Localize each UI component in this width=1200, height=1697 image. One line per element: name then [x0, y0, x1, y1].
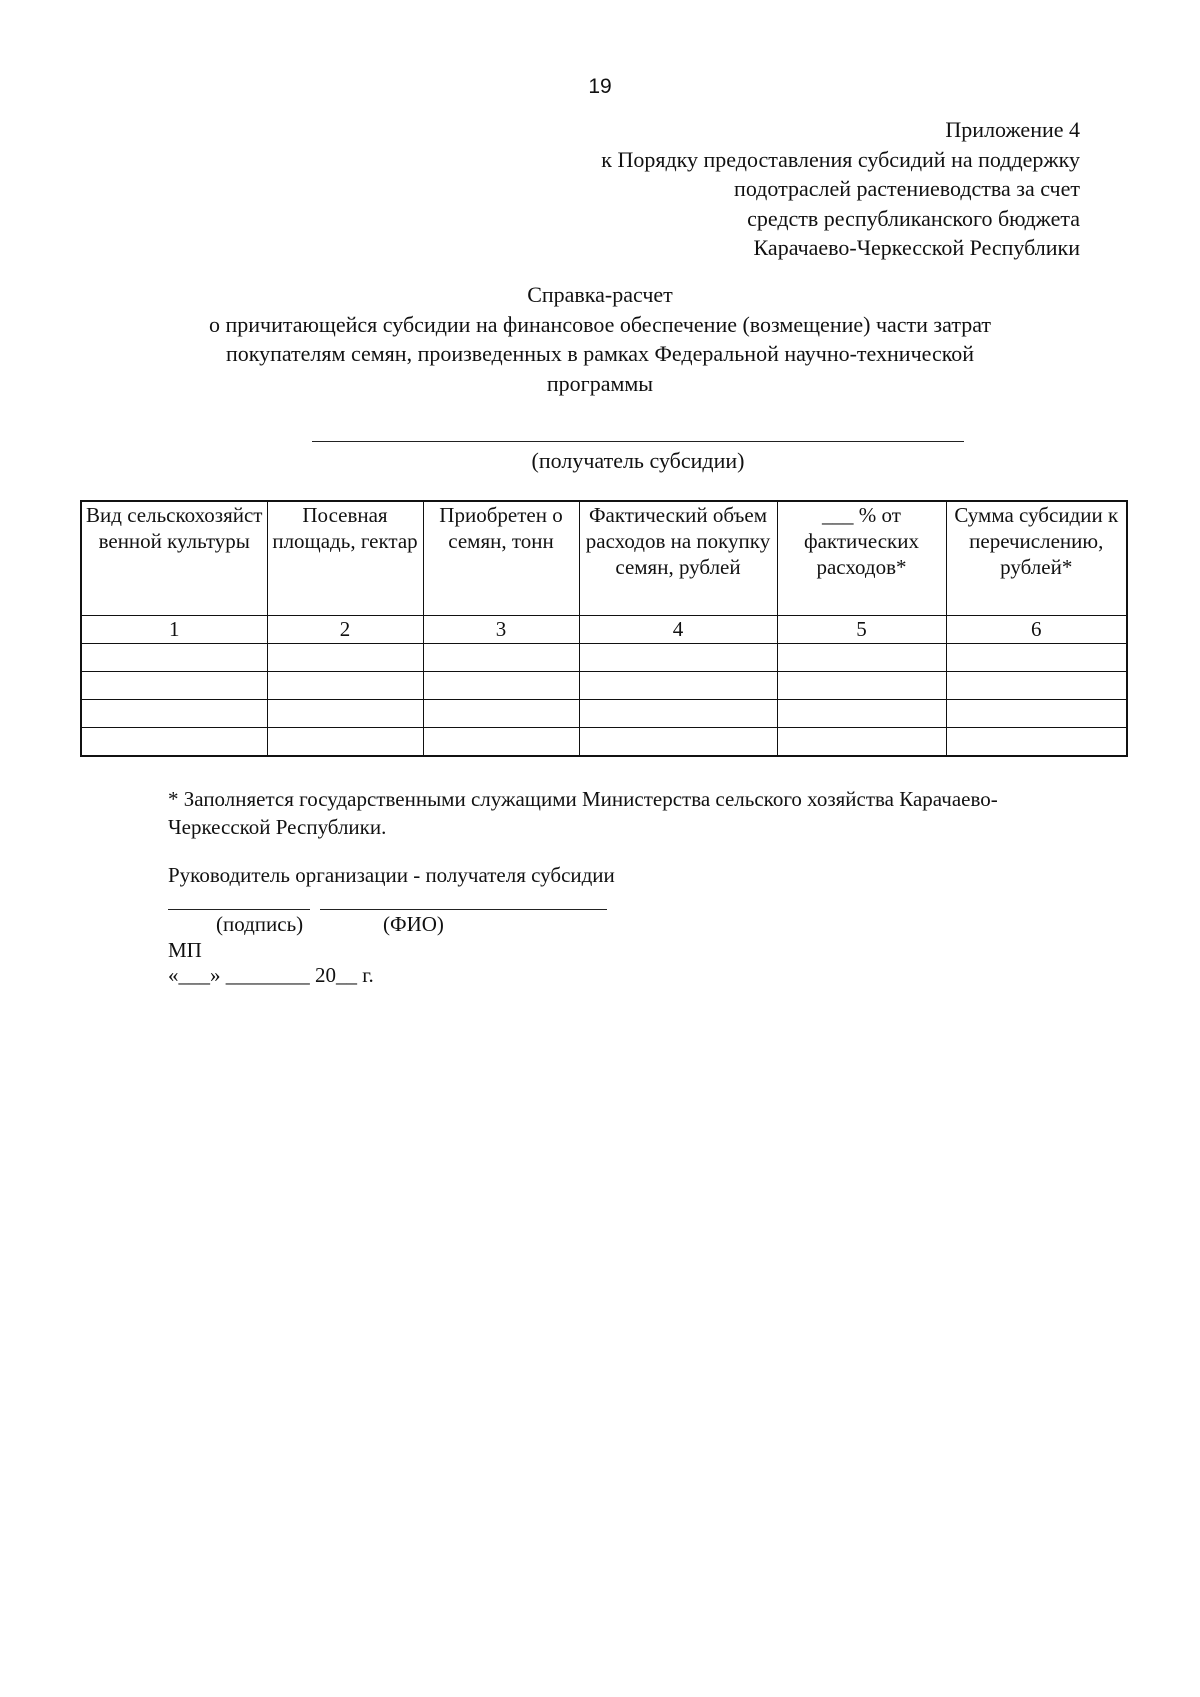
column-number: 4: [579, 616, 777, 644]
table-cell[interactable]: [946, 644, 1127, 672]
table-cell[interactable]: [777, 728, 946, 757]
header-percent-expenses: ___ % от фактических расходов*: [777, 501, 946, 616]
table-cell[interactable]: [423, 700, 579, 728]
appendix-line: подотраслей растениеводства за счет: [734, 176, 1080, 201]
table-header-row: [81, 501, 1127, 616]
full-name-caption: (ФИО): [383, 912, 444, 936]
table-cell[interactable]: [267, 700, 423, 728]
title-line: Справка-расчет: [527, 282, 673, 307]
stamp-label: МП: [168, 938, 202, 962]
header-crop-type: Вид сельскохозяйст венной культуры: [81, 501, 267, 616]
table-cell[interactable]: [946, 728, 1127, 757]
title-line: покупателям семян, произведенных в рамках Федеральной научно-технической: [225, 341, 975, 366]
table-cell[interactable]: [81, 728, 267, 757]
recipient-field[interactable]: [312, 441, 964, 442]
signature-caption: (подпись): [216, 912, 304, 936]
header-seeds-purchased: Приобретен о семян, тонн: [423, 501, 579, 616]
date-field[interactable]: «___» ________ 20__ г.: [168, 963, 374, 987]
table-cell[interactable]: [579, 728, 777, 757]
table-cell[interactable]: [423, 644, 579, 672]
document-title: [0, 280, 1200, 398]
page-number: 19: [588, 75, 612, 98]
organization-head-label: Руководитель организации - получателя субсидии: [168, 863, 615, 887]
column-number: 1: [81, 616, 267, 644]
header-actual-expenses: Фактический объем расходов на покупку семян, рублей: [579, 501, 777, 616]
column-number: 3: [423, 616, 579, 644]
table-cell[interactable]: [946, 700, 1127, 728]
column-number: 5: [777, 616, 946, 644]
table-row: [81, 728, 1127, 757]
signature-field[interactable]: [168, 909, 310, 910]
table-row: [81, 644, 1127, 672]
table-cell[interactable]: [267, 644, 423, 672]
table-cell[interactable]: [81, 672, 267, 700]
table-cell[interactable]: [267, 728, 423, 757]
column-number: 6: [946, 616, 1127, 644]
table-cell[interactable]: [423, 728, 579, 757]
full-name-field[interactable]: [320, 909, 607, 910]
table-cell[interactable]: [81, 644, 267, 672]
title-line: о причитающейся субсидии на финансовое обеспечение (возмещение) части затрат: [208, 311, 992, 337]
table-cell[interactable]: [777, 700, 946, 728]
table-cell[interactable]: [579, 644, 777, 672]
table-cell[interactable]: [579, 700, 777, 728]
table-cell[interactable]: [946, 672, 1127, 700]
table-cell[interactable]: [777, 644, 946, 672]
header-subsidy-amount: Сумма субсидии к перечислению, рублей*: [946, 501, 1127, 616]
calculation-table: [80, 500, 1128, 757]
table-cell[interactable]: [81, 700, 267, 728]
table-cell[interactable]: [267, 672, 423, 700]
appendix-line: Карачаево-Черкесской Республики: [753, 235, 1080, 260]
column-number-row: [81, 616, 1127, 644]
column-number: 2: [267, 616, 423, 644]
appendix-line: средств республиканского бюджета: [747, 205, 1080, 231]
table-row: [81, 672, 1127, 700]
appendix-line: Приложение 4: [945, 117, 1080, 142]
table-cell[interactable]: [423, 672, 579, 700]
table-cell[interactable]: [777, 672, 946, 700]
appendix-block: [601, 115, 1080, 263]
title-line: программы: [546, 370, 654, 396]
recipient-caption: (получатель субсидии): [531, 448, 745, 473]
table-cell[interactable]: [579, 672, 777, 700]
appendix-line: к Порядку предоставления субсидий на поддержку: [601, 146, 1080, 172]
table-row: [81, 700, 1127, 728]
header-sown-area: Посевная площадь, гектар: [267, 501, 423, 616]
footnote: * Заполняется государственными служащими Министерства сельского хозяйства Карачаево-Черкесской Республики.: [168, 787, 998, 839]
